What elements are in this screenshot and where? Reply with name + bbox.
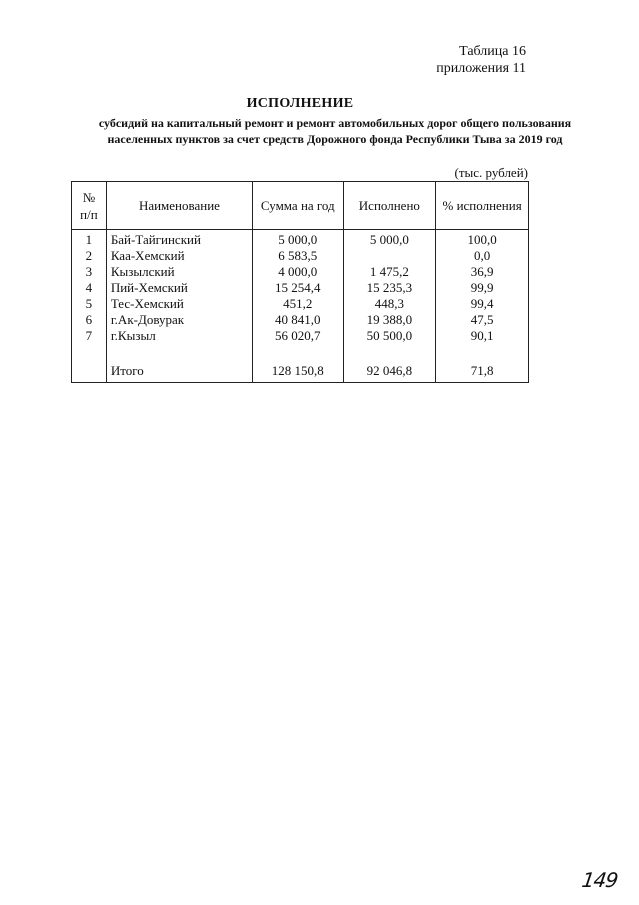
cell-name: г.Ак-Довурак (106, 312, 252, 328)
cell-name: Тес-Хемский (106, 296, 252, 312)
cell-name: г.Кызыл (106, 328, 252, 344)
header-pct: % исполнения (436, 182, 529, 230)
cell-sum: 56 020,7 (253, 328, 343, 344)
document-subtitle: субсидий на капитальный ремонт и ремонт автомобильных дорог общего пользования населенных пунктов за счет средств Дорожного фонда Республики Тыва за 2019 год (98, 116, 572, 146)
cell-sum: 15 254,4 (253, 280, 343, 296)
table-row (72, 264, 529, 280)
cell-num: 7 (72, 328, 107, 344)
header-name: Наименование (106, 182, 252, 230)
cell-num: 5 (72, 296, 107, 312)
cell-num: 3 (72, 264, 107, 280)
cell-num: 6 (72, 312, 107, 328)
cell-sum: 40 841,0 (253, 312, 343, 328)
cell-name: Бай-Тайгинский (106, 230, 252, 249)
total-row (72, 360, 529, 383)
cell-pct: 100,0 (436, 230, 529, 249)
table-reference: Таблица 16 (459, 44, 526, 59)
appendix-reference: приложения 11 (436, 61, 526, 76)
cell-pct: 99,4 (436, 296, 529, 312)
spacer-row (72, 344, 529, 360)
cell-sum: 5 000,0 (253, 230, 343, 249)
table-row (72, 296, 529, 312)
page-number: 149 (580, 868, 619, 892)
header-num: № п/п (72, 182, 107, 230)
header-sum: Сумма на год (253, 182, 343, 230)
cell-num: 1 (72, 230, 107, 249)
cell-pct: 0,0 (436, 248, 529, 264)
cell-done: 19 388,0 (343, 312, 436, 328)
cell-name: Каа-Хемский (106, 248, 252, 264)
cell-done: 15 235,3 (343, 280, 436, 296)
cell-done: 448,3 (343, 296, 436, 312)
cell-num: 2 (72, 248, 107, 264)
cell-sum: 451,2 (253, 296, 343, 312)
total-label: Итого (106, 360, 252, 383)
table-row (72, 230, 529, 249)
table-header-row (72, 182, 529, 230)
subsidy-table (71, 181, 529, 383)
cell-done: 1 475,2 (343, 264, 436, 280)
cell-done: 5 000,0 (343, 230, 436, 249)
total-done: 92 046,8 (343, 360, 436, 383)
cell-done (343, 248, 436, 264)
table-row (72, 312, 529, 328)
cell-pct: 36,9 (436, 264, 529, 280)
cell-pct: 99,9 (436, 280, 529, 296)
document-title: ИСПОЛНЕНИЕ (246, 96, 354, 111)
cell-name: Кызылский (106, 264, 252, 280)
header-done: Исполнено (343, 182, 436, 230)
cell-sum: 4 000,0 (253, 264, 343, 280)
cell-pct: 47,5 (436, 312, 529, 328)
total-sum: 128 150,8 (253, 360, 343, 383)
table-row (72, 248, 529, 264)
cell-num: 4 (72, 280, 107, 296)
table-row (72, 280, 529, 296)
cell-pct: 90,1 (436, 328, 529, 344)
cell-sum: 6 583,5 (253, 248, 343, 264)
units-label: (тыс. рублей) (454, 165, 528, 180)
cell-done: 50 500,0 (343, 328, 436, 344)
table-row (72, 328, 529, 344)
total-pct: 71,8 (436, 360, 529, 383)
cell-name: Пий-Хемский (106, 280, 252, 296)
